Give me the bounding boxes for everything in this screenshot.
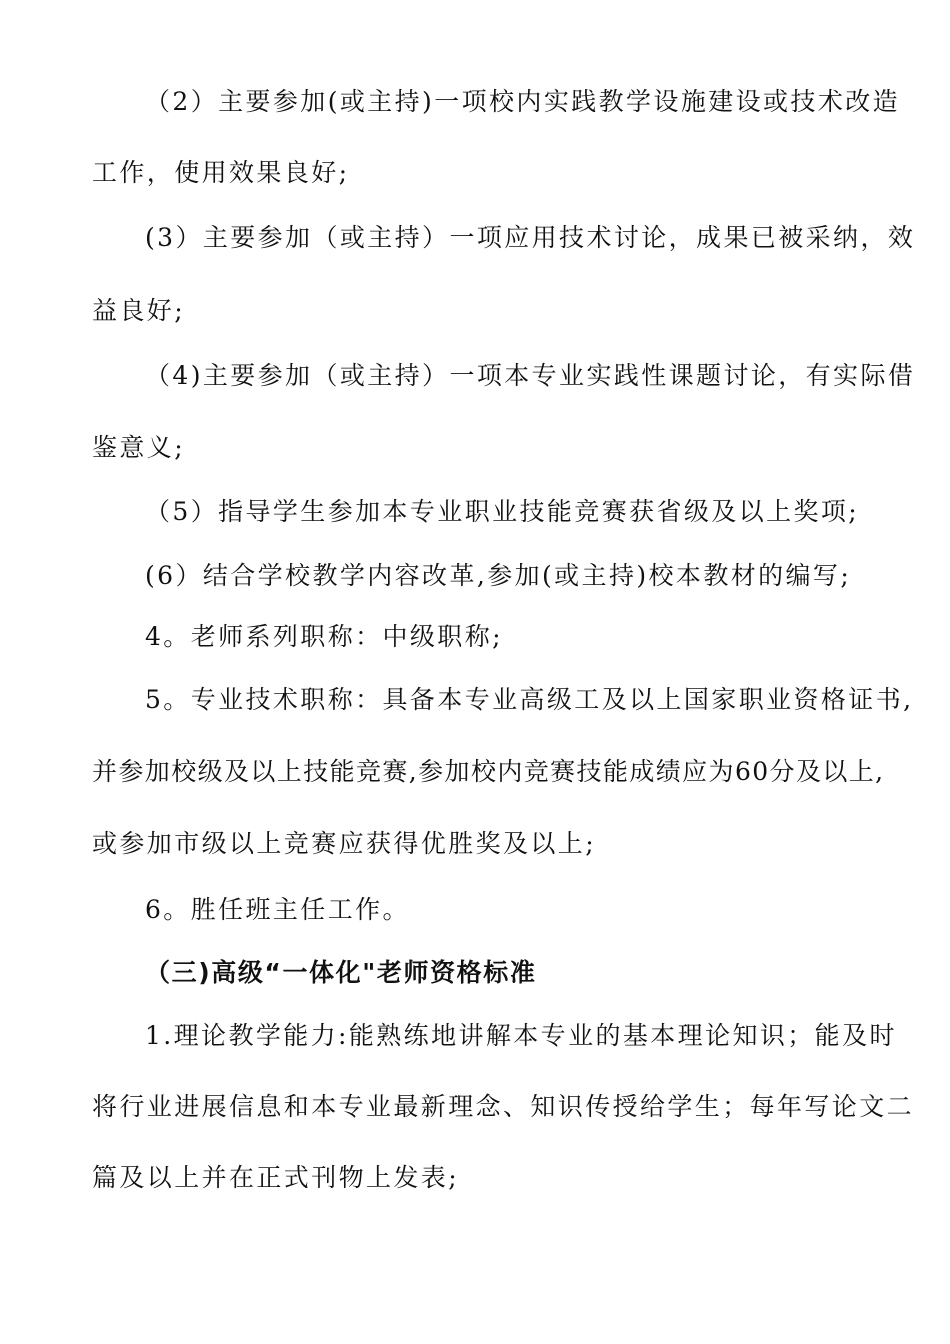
point-4-line: 4。老师系列职称：中级职称; [145,622,503,651]
point-5-line-2: 并参加校级及以上技能竞赛,参加校内竞赛技能成绩应为60分及以上, [92,757,885,786]
item-2-line-2: 工作，使用效果良好; [92,158,350,187]
point-6-line: 6。胜任班主任工作。 [145,895,410,924]
item-4-line-1: （4)主要参加（或主持）一项本专业实践性课题讨论，有实际借 [145,361,916,390]
item-3-line-2: 益良好; [92,296,186,325]
ability-1-line-3: 篇及以上并在正式刊物上发表; [92,1163,460,1192]
item-4-line-2: 鉴意义; [92,433,186,462]
item-6-line: (6）结合学校教学内容改革,参加(或主持)校本教材的编写; [145,561,852,590]
ability-1-line-1: 1.理论教学能力:能熟练地讲解本专业的基本理论知识；能及时 [145,1021,897,1050]
section-heading: （三)高级“一体化"老师资格标准 [145,958,537,987]
ability-1-line-2: 将行业进展信息和本专业最新理念、知识传授给学生；每年写论文二 [92,1092,915,1121]
item-2-line-1: （2）主要参加(或主持)一项校内实践教学设施建设或技术改造 [145,87,901,116]
item-3-line-1: (3）主要参加（或主持）一项应用技术讨论，成果已被采纳，效 [145,223,916,252]
item-5-line: （5）指导学生参加本专业职业技能竞赛获省级及以上奖项; [145,497,860,526]
point-5-line-3: 或参加市级以上竞赛应获得优胜奖及以上; [92,829,597,858]
point-5-line-1: 5。专业技术职称：具备本专业高级工及以上国家职业资格证书, [145,685,914,714]
